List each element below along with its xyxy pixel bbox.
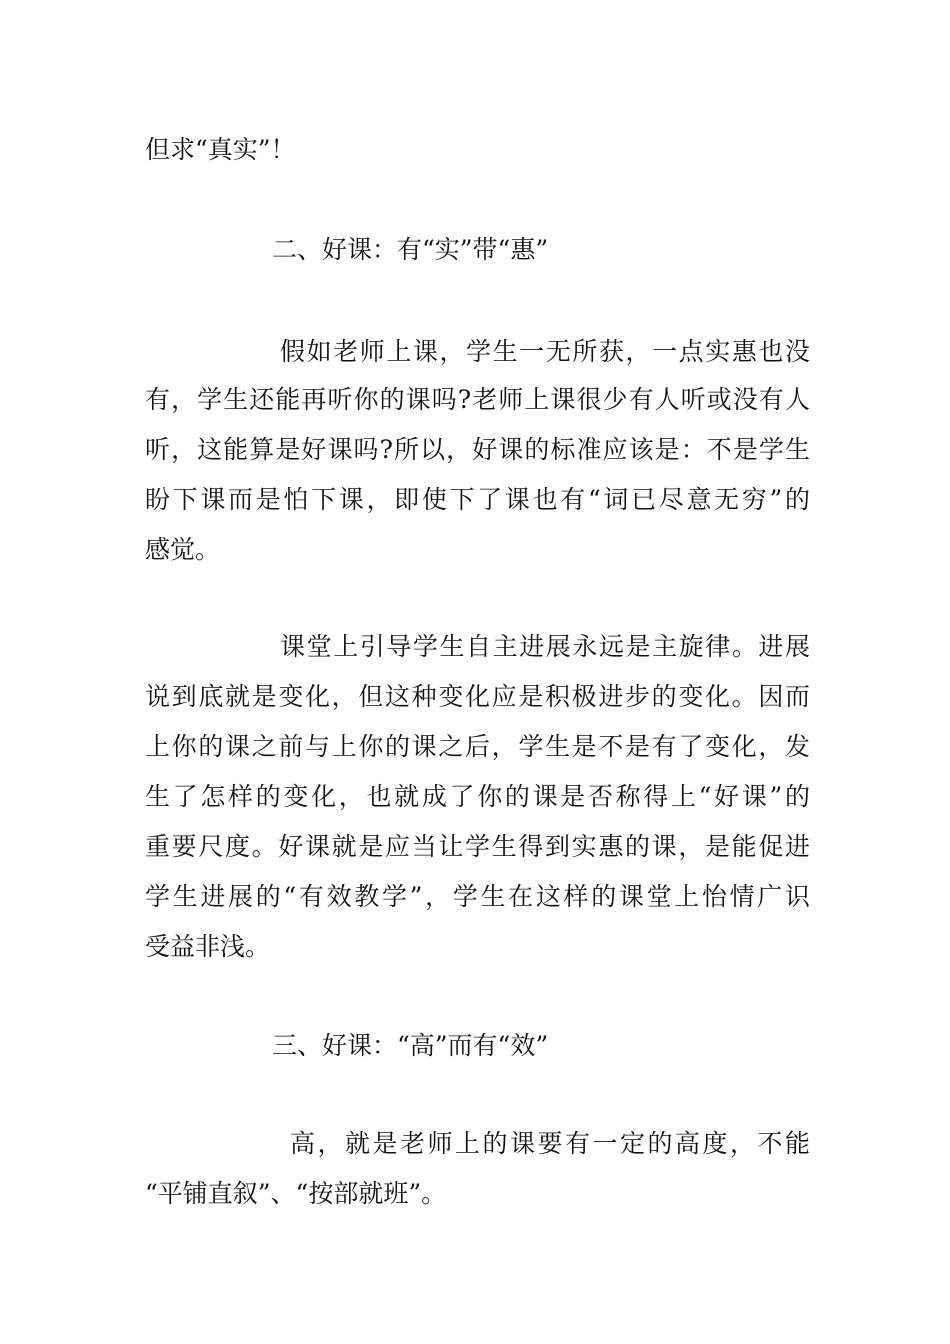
paragraph-line: 重要尺度。好课就是应当让学生得到实惠的课，是能促进 (145, 832, 810, 861)
opening-line: 但求“真实”！ (145, 135, 296, 164)
paragraph-line: “平铺直叙”、“按部就班”。 (145, 1179, 447, 1208)
paragraph-line: 说到底就是变化，但这种变化应是积极进步的变化。因而 (145, 682, 810, 711)
paragraph-line: 有，学生还能再听你的课吗?老师上课很少有人听或没有人 (145, 385, 810, 414)
section-heading-2: 二、好课：有“实”带“惠” (272, 235, 549, 264)
paragraph-line: 假如老师上课，学生一无所获，一点实惠也没 (280, 337, 810, 366)
paragraph-line: 课堂上引导学生自主进展永远是主旋律。进展 (280, 632, 810, 661)
paragraph-line: 盼下课而是怕下课，即使下了课也有“词已尽意无穷”的 (145, 485, 810, 514)
section-heading-3: 三、好课：“高”而有“效” (272, 1031, 549, 1060)
paragraph-line: 听，这能算是好课吗?所以，好课的标准应该是：不是学生 (145, 435, 810, 464)
paragraph-line: 上你的课之前与上你的课之后，学生是不是有了变化，发 (145, 732, 810, 761)
paragraph-line: 受益非浅。 (145, 932, 271, 961)
paragraph-line: 生了怎样的变化，也就成了你的课是否称得上“好课”的 (145, 782, 810, 811)
paragraph-line: 感觉。 (145, 535, 221, 564)
paragraph-line: 学生进展的“有效教学”，学生在这样的课堂上怡情广识 (145, 882, 810, 911)
paragraph-line: 高，就是老师上的课要有一定的高度，不能 (290, 1129, 810, 1158)
